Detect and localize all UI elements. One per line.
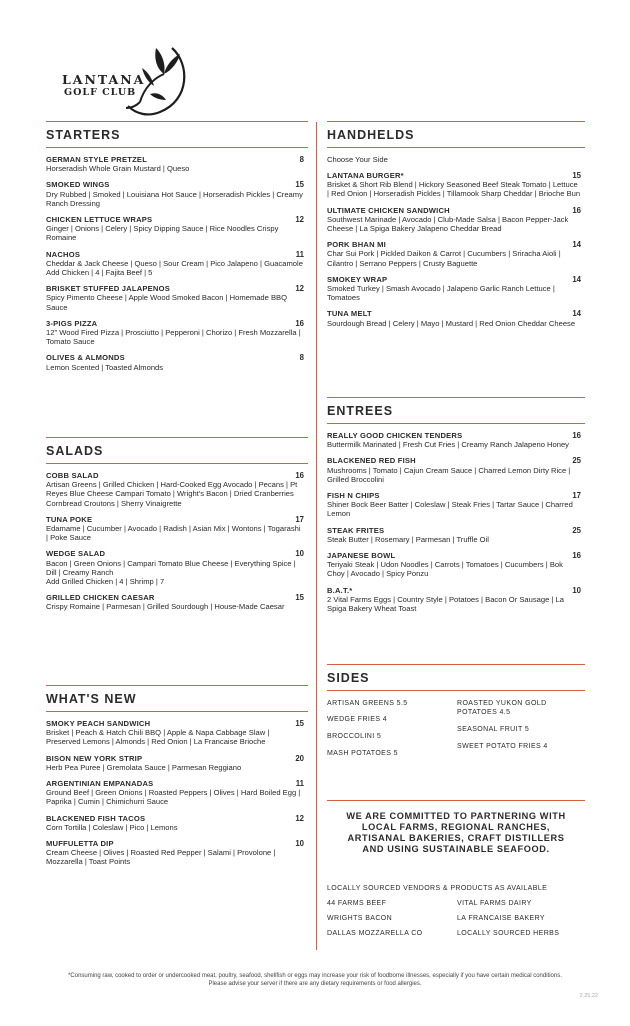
vendor-item: LOCALLY SOURCED HERBS: [457, 930, 560, 937]
item-price: 8: [299, 353, 304, 363]
item-name: SMOKEY WRAP: [327, 274, 388, 284]
flower-emblem-icon: [120, 44, 190, 120]
item-price: 25: [572, 456, 581, 466]
item-description: Sourdough Bread | Celery | Mayo | Mustard | Red Onion Cheddar Cheese: [327, 318, 576, 328]
item-description: Char Sui Pork | Pickled Daikon & Carrot | Cucumbers | Sriracha Aioli | Cilantro | Serrano Peppers | Crusty Baguette: [327, 249, 561, 268]
menu-item: [327, 551, 585, 579]
starters-title: STARTERS: [46, 121, 308, 148]
item-name: BLACKENED RED FISH: [327, 456, 416, 466]
salads-section: [46, 437, 308, 612]
item-price: 17: [572, 491, 581, 501]
item-name: ARGENTINIAN EMPANADAS: [46, 779, 154, 789]
item-name: TUNA POKE: [46, 514, 93, 524]
menu-item: [46, 319, 308, 347]
item-price: 20: [295, 753, 304, 763]
vendor-item: LA FRANCAISE BAKERY: [457, 915, 546, 922]
item-name: JAPANESE BOWL: [327, 551, 396, 561]
item-price: 10: [295, 839, 304, 849]
sides-list: [327, 699, 585, 766]
item-add-on: Add Grilled Chicken | 4 | Shrimp | 7: [46, 577, 165, 587]
menu-item: [327, 456, 585, 484]
item-price: 14: [572, 274, 581, 284]
commitment-section: [327, 800, 585, 944]
item-description: Buttermilk Marinated | Fresh Cut Fries | Creamy Ranch Jalapeno Honey: [327, 440, 569, 450]
menu-item: [327, 526, 585, 544]
item-name: ULTIMATE CHICKEN SANDWICH: [327, 205, 450, 215]
side-item: ROASTED YUKON GOLD POTATOES 4.5: [457, 700, 547, 716]
item-price: 12: [295, 813, 304, 823]
item-description: Corn Tortilla | Coleslaw | Pico | Lemons: [46, 822, 178, 832]
item-name: COBB SALAD: [46, 471, 99, 480]
item-name: BISON NEW YORK STRIP: [46, 753, 143, 763]
vendor-item: 44 FARMS BEEF: [327, 900, 387, 907]
item-name: SMOKY PEACH SANDWICH: [46, 719, 151, 728]
handhelds-note: Choose Your Side: [327, 155, 388, 164]
item-description: Herb Pea Puree | Gremolata Sauce | Parmesan Reggiano: [46, 762, 242, 772]
item-name: SMOKED WINGS: [46, 180, 110, 190]
item-name: FISH N CHIPS: [327, 491, 380, 501]
menu-item: [327, 240, 585, 268]
item-name: B.A.T.*: [327, 585, 353, 595]
menu-item: [46, 471, 308, 508]
vendors-list: [327, 899, 585, 944]
menu-item: [46, 215, 308, 243]
item-price: 16: [295, 318, 304, 328]
item-name: BRISKET STUFFED JALAPENOS: [46, 284, 170, 294]
side-item: SWEET POTATO FRIES 4: [457, 743, 548, 750]
menu-item: [46, 250, 308, 278]
item-name: LANTANA BURGER*: [327, 171, 404, 180]
item-name: STEAK FRITES: [327, 525, 385, 535]
item-description: Southwest Marinade | Avocado | Club-Made Salsa | Bacon Pepper-Jack Cheese | La Spiga Bakery Jalapeno Cheddar Bread: [327, 214, 569, 234]
handhelds-title: HANDHELDS: [327, 121, 585, 148]
item-name: 3-PIGS PIZZA: [46, 318, 98, 328]
item-description: Cream Cheese | Olives | Roasted Red Pepper | Salami | Provolone | Mozzarella | Toast Points: [46, 848, 276, 867]
item-description: Lemon Scented | Toasted Almonds: [46, 362, 164, 372]
item-price: 15: [295, 719, 304, 728]
item-name: NACHOS: [46, 249, 81, 259]
sides-title: SIDES: [327, 664, 585, 691]
whats-new-section: [46, 685, 308, 867]
club-logo: [60, 44, 190, 120]
logo-line1: LANTANA: [62, 72, 146, 87]
item-price: 10: [295, 549, 304, 559]
item-name: TUNA MELT: [327, 309, 372, 319]
item-price: 11: [295, 249, 304, 259]
print-date: 2.25.22: [579, 993, 598, 999]
vendor-item: DALLAS MOZZARELLA CO: [327, 930, 423, 937]
item-description: Edamame | Cucumber | Avocado | Radish | Asian Mix | Wontons | Togarashi | Poke Sauce: [46, 524, 301, 543]
item-description: Dry Rubbed | Smoked | Louisiana Hot Sauce | Horseradish Pickles | Creamy Ranch Dressing: [46, 189, 303, 208]
item-price: 16: [572, 551, 581, 561]
menu-item: [46, 549, 308, 586]
menu-item: [46, 814, 308, 832]
item-description: Steak Butter | Rosemary | Parmesan | Truffle Oil: [327, 534, 489, 544]
item-price: 15: [295, 593, 304, 603]
entrees-section: [327, 397, 585, 613]
menu-item: [327, 275, 585, 303]
item-description: 12" Wood Fired Pizza | Prosciutto | Pepperoni | Chorizo | Fresh Mozzarella | Tomato Sauce: [46, 328, 301, 347]
item-price: 15: [572, 171, 581, 180]
menu-item: [46, 155, 308, 173]
menu-item: [327, 171, 585, 199]
side-item: SEASONAL FRUIT 5: [457, 726, 530, 733]
item-name: GRILLED CHICKEN CAESAR: [46, 593, 155, 603]
item-description: Ginger | Onions | Celery | Spicy Dipping Sauce | Rice Noodles Crispy Romaine: [46, 224, 279, 243]
item-add-on: Add Chicken | 4 | Fajita Beef | 5: [46, 268, 153, 278]
handhelds-section: [327, 121, 585, 328]
starters-section: [46, 121, 308, 372]
item-description: Cheddar & Jack Cheese | Queso | Sour Cream | Pico Jalapeno | Guacamole: [46, 258, 303, 268]
item-description: Ground Beef | Green Onions | Roasted Peppers | Olives | Hard Boiled Egg | Paprika | Cumin | Chimichurri Sauce: [46, 788, 301, 807]
item-name: OLIVES & ALMONDS: [46, 353, 125, 363]
item-price: 16: [572, 205, 581, 215]
item-price: 16: [572, 431, 581, 440]
menu-item: [327, 206, 585, 234]
salads-title: SALADS: [46, 437, 308, 464]
item-name: CHICKEN LETTUCE WRAPS: [46, 215, 153, 225]
item-price: 12: [295, 215, 304, 225]
item-description: Horseradish Whole Grain Mustard | Queso: [46, 164, 190, 174]
item-price: 25: [572, 525, 581, 535]
logo-line2: GOLF CLUB: [64, 87, 137, 98]
item-description: Crispy Romaine | Parmesan | Grilled Sourdough | House-Made Caesar: [46, 602, 285, 612]
menu-item: [327, 491, 585, 519]
item-name: WEDGE SALAD: [46, 549, 106, 559]
side-item: WEDGE FRIES 4: [327, 716, 388, 723]
menu-item: [46, 839, 308, 867]
item-description: Artisan Greens | Grilled Chicken | Hard-Cooked Egg Avocado | Pecans | Pt Reyes Blue Cheese Campari Tomato | Wright's Bacon | Dried Cranberries Cornbread Croutons | Sherry Vinaigrette: [46, 480, 298, 508]
item-name: REALLY GOOD CHICKEN TENDERS: [327, 431, 463, 440]
item-description: 2 Vital Farms Eggs | Country Style | Potatoes | Bacon Or Sausage | La Spiga Bakery Wheat Toast: [327, 594, 564, 614]
item-price: 10: [572, 585, 581, 595]
item-description: Spicy Pimento Cheese | Apple Wood Smoked Bacon | Homemade BBQ Sauce: [46, 293, 288, 312]
item-name: BLACKENED FISH TACOS: [46, 813, 146, 823]
item-price: 11: [295, 779, 304, 789]
item-description: Smoked Turkey | Smash Avocado | Jalapeno Garlic Ranch Lettuce | Tomatoes: [327, 284, 555, 303]
side-item: ARTISAN GREENS 5.5: [327, 700, 408, 707]
menu-item: [327, 586, 585, 614]
item-description: Teriyaki Steak | Udon Noodles | Carrots | Tomatoes | Cucumbers | Bok Choy | Avocado | Spicy Ponzu: [327, 560, 563, 579]
item-price: 12: [295, 284, 304, 294]
column-divider: [316, 122, 317, 950]
menu-item: [46, 719, 308, 747]
sides-section: [327, 664, 585, 766]
item-name: PORK BHAN MI: [327, 240, 386, 250]
menu-item: [46, 284, 308, 312]
item-price: 17: [295, 514, 304, 524]
side-item: BROCCOLINI 5: [327, 733, 382, 740]
vendor-item: WRIGHTS BACON: [327, 915, 393, 922]
side-item: MASH POTATOES 5: [327, 750, 398, 757]
disclaimer: *Consuming raw, cooked to order or undercooked meat, poultry, seafood, shellfish or eggs may increase your risk of foodborne illnesses, especially if you have certain medical conditions. Please advise your server if there are any dietary requirements or food allergies.: [68, 973, 562, 987]
item-price: 8: [299, 155, 304, 164]
whats-new-title: WHAT'S NEW: [46, 685, 308, 712]
menu-item: [327, 431, 585, 449]
menu-item: [46, 593, 308, 611]
commitment-text: WE ARE COMMITTED TO PARTNERING WITH LOCAL FARMS, REGIONAL RANCHES, ARTISANAL BAKERIES, CRAFT DISTILLERS AND USING SUSTAINABLE SEAFOOD.: [346, 811, 566, 854]
entrees-title: ENTREES: [327, 397, 585, 424]
menu-item: [46, 515, 308, 543]
item-description: Brisket | Peach & Hatch Chili BBQ | Apple & Napa Cabbage Slaw | Preserved Lemons | Almonds | Red Onion | La Francaise Brioche: [46, 728, 270, 747]
vendor-item: VITAL FARMS DAIRY: [457, 900, 532, 907]
item-description: Brisket & Short Rib Blend | Hickory Seasoned Beef Steak Tomato | Lettuce | Red Onion | Horseradish Pickles | Tillamook Sharp Cheddar | Brioche Bun: [327, 180, 581, 199]
item-price: 16: [295, 471, 304, 480]
item-price: 15: [295, 180, 304, 190]
item-description: Bacon | Green Onions | Campari Tomato Blue Cheese | Everything Spice | Dill | Creamy Ranch: [46, 558, 296, 577]
item-price: 14: [572, 240, 581, 250]
item-description: Mushrooms | Tomato | Cajun Cream Sauce | Charred Lemon Dirty Rice | Grilled Broccolini: [327, 465, 571, 484]
item-price: 14: [572, 309, 581, 319]
menu-item: [327, 309, 585, 327]
menu-item: [46, 353, 308, 371]
menu-item: [46, 754, 308, 772]
menu-item: [46, 779, 308, 807]
item-name: GERMAN STYLE PRETZEL: [46, 155, 148, 164]
item-name: MUFFULETTA DIP: [46, 839, 114, 849]
item-description: Shiner Bock Beer Batter | Coleslaw | Steak Fries | Tartar Sauce | Charred Lemon: [327, 500, 573, 519]
menu-item: [46, 180, 308, 208]
vendors-title: LOCALLY SOURCED VENDORS & PRODUCTS AS AVAILABLE: [327, 885, 548, 892]
